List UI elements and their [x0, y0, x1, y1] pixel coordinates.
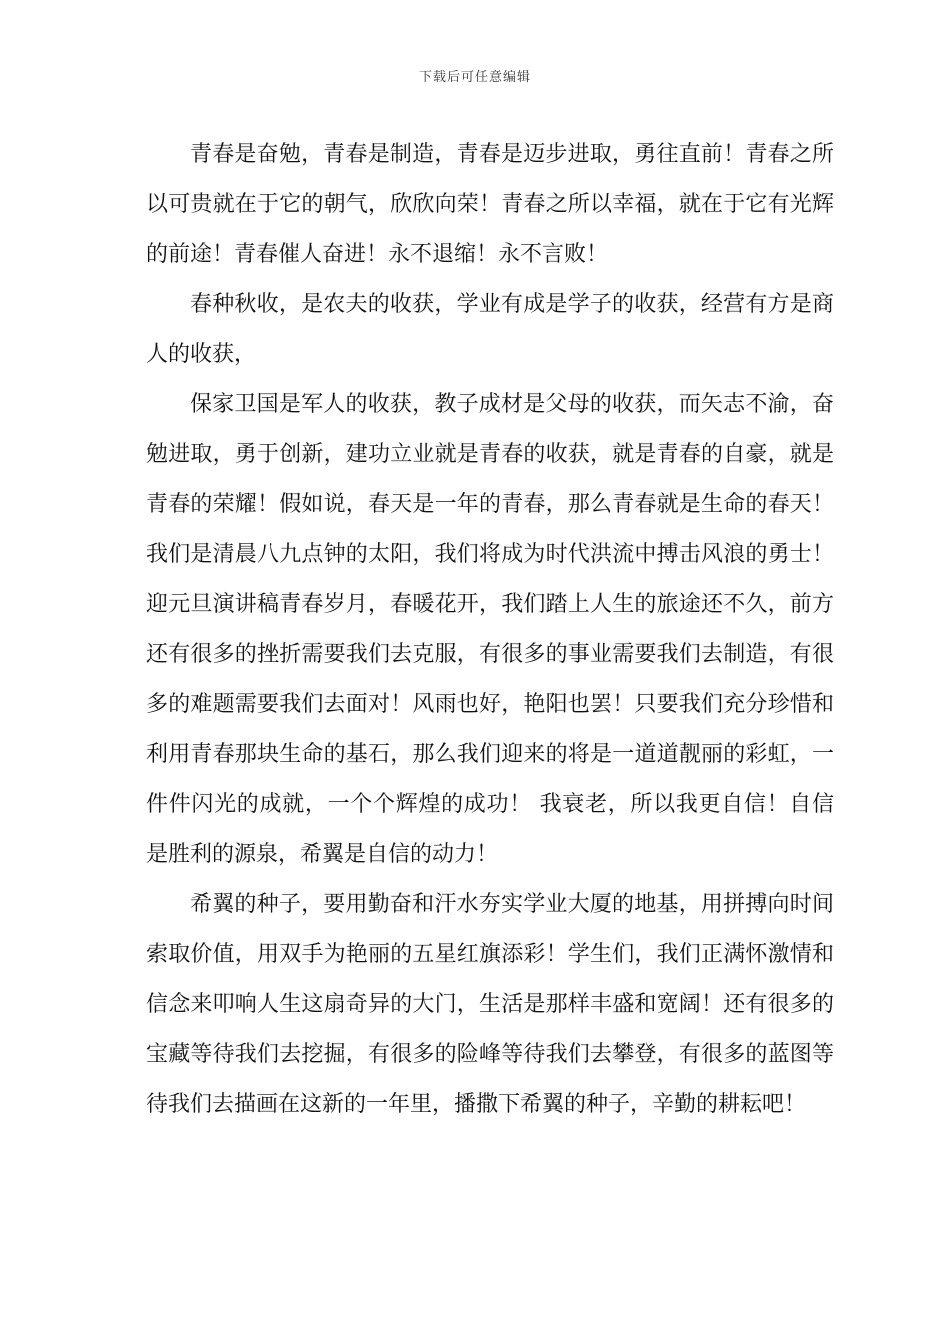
paragraph-4: 希翼的种子，要用勤奋和汗水夯实学业大厦的地基，用拼搏向时间索取价值，用双手为艳丽的五星红旗添彩！学生们，我们正满怀激情和信念来叩响人生这扇奇异的大门，生活是那样丰盛和宽阔！还有很多的宝藏等待我们去挖掘，有很多的险峰等待我们去攀登，有很多的蓝图等待我们去描画在这新的一年里，播撒下希翼的种子，辛勤的耕耘吧！	[146, 892, 834, 1117]
paragraph-1: 青春是奋勉，青春是制造，青春是迈步进取，勇往直前！青春之所以可贵就在于它的朝气，欣欣向荣！青春之所以幸福，就在于它有光辉的前途！青春催人奋进！永不退缩！永不言败！	[146, 142, 834, 267]
document-body	[146, 130, 834, 1130]
page-header: 下载后可任意编辑	[418, 70, 531, 85]
paragraph-3: 保家卫国是军人的收获，教子成材是父母的收获，而矢志不渝，奋勉进取，勇于创新，建功立业就是青春的收获，就是青春的自豪，就是青春的荣耀！假如说，春天是一年的青春，那么青春就是生命的春天！我们是清晨八九点钟的太阳，我们将成为时代洪流中搏击风浪的勇士！迎元旦演讲稿青春岁月，春暖花开，我们踏上人生的旅途还不久，前方还有很多的挫折需要我们去克服，有很多的事业需要我们去制造，有很多的难题需要我们去面对！风雨也好，艳阳也罢！只要我们充分珍惜和利用青春那块生命的基石，那么我们迎来的将是一道道靓丽的彩虹，一件件闪光的成就，一个个辉煌的成功！ 我衰老，所以我更自信！自信是胜利的源泉，希翼是自信的动力！	[146, 392, 834, 867]
paragraph-2: 春种秋收，是农夫的收获，学业有成是学子的收获，经营有方是商人的收获，	[146, 292, 834, 367]
